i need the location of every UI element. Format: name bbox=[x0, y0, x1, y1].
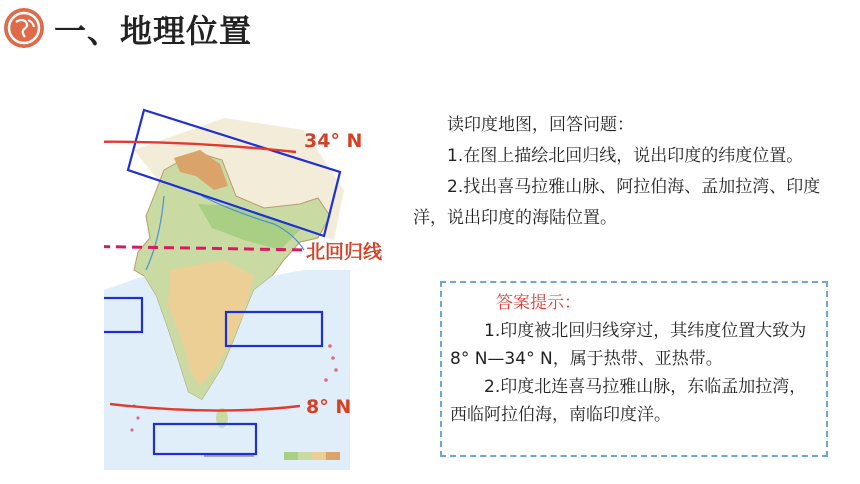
lat-34n-label: 34° N bbox=[304, 130, 363, 152]
answer-title: 答案提示： bbox=[496, 293, 581, 313]
question-intro: 读印度地图，回答问题： bbox=[447, 115, 634, 135]
answer-item-1: 1.印度被北回归线穿过，其纬度位置大致为8° N—34° N，属于热带、亚热带。 bbox=[450, 321, 807, 369]
page-title: 一、地理位置 bbox=[54, 12, 253, 50]
question-block bbox=[413, 110, 833, 234]
answer-box bbox=[440, 281, 828, 457]
question-item-2: 2.找出喜马拉雅山脉、阿拉伯海、孟加拉湾、印度洋，说出印度的海陆位置。 bbox=[413, 177, 821, 228]
tropic-of-cancer-label: 北回归线 bbox=[306, 241, 383, 263]
globe-icon bbox=[4, 8, 44, 48]
answer-item-2: 2.印度北连喜马拉雅山脉，东临孟加拉湾，西临阿拉伯海，南临印度洋。 bbox=[450, 377, 807, 425]
question-item-1: 1.在图上描绘北回归线，说出印度的纬度位置。 bbox=[447, 146, 804, 166]
lat-8n-label: 8° N bbox=[306, 396, 352, 418]
